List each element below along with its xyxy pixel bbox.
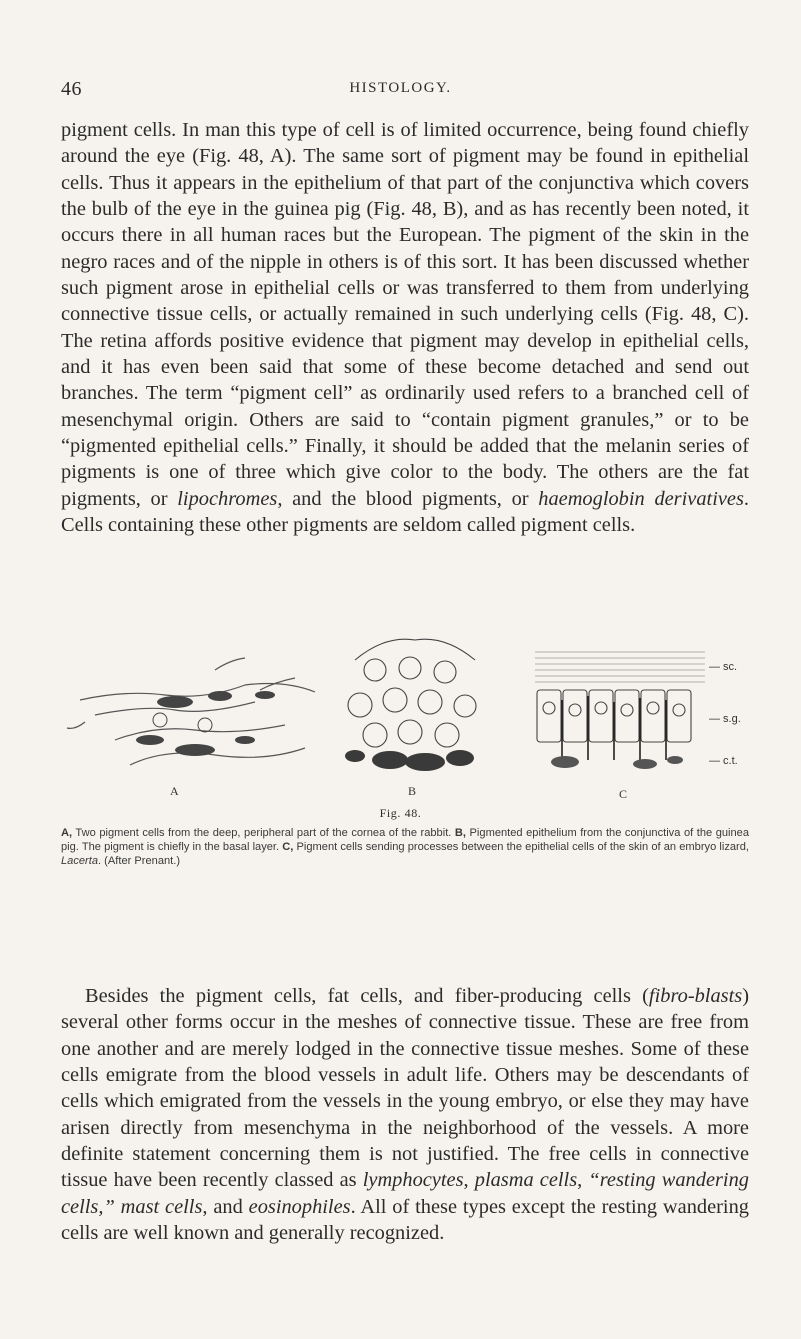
term-plasma-cells: plasma cells xyxy=(474,1169,578,1192)
panel-c-stratum-corneum xyxy=(535,652,705,682)
term-resting-wandering-cells: “resting wandering cells,” xyxy=(61,1169,749,1218)
term-fibroblasts: fibro-blasts xyxy=(648,985,743,1007)
figure-caption: A, Two pigment cells from the deep, peripheral part of the cornea of the rabbit. B, Pigmented epithelium from the conjunctiva of the guinea pig. The pigment is chiefly in the basal layer. C, Pigment cells sending processes between the epithelial cells of the skin of an embryo lizard, Lacerta. (After Prenant.) xyxy=(61,827,750,868)
term-haemoglobin-derivatives: haemoglobin derivatives xyxy=(538,487,744,510)
term-lipochromes: lipochromes xyxy=(177,487,278,510)
term-eosinophiles: eosinophiles xyxy=(248,1195,351,1218)
figure-title: Fig. 48. xyxy=(379,806,422,820)
label-b: B xyxy=(408,784,417,798)
term-mast-cells: mast cells xyxy=(120,1195,203,1218)
panel-c-connective-tissue xyxy=(551,756,683,769)
panel-a-granules xyxy=(136,691,275,756)
figure-48 xyxy=(55,630,755,800)
paragraph-1: pigment cells. In man this type of cell is of limited occurrence, being found chiefly around the eye (Fig. 48, A). The same sort of pigment may be found in epithelial cells. Thus it appears in the epithelium of that part of the conjunctiva which covers the bulb of the eye in the guinea pig (Fig. 48, B), and as has recently been noted, it occurs there in all human races but the European. The pigment of the skin in the negro races and of the nipple in others is of this sort. It has been discussed whether such pigment arose in epithelial cells or was transferred to them from underlying connective tissue cells, or actually remained in such underlying cells (Fig. 48, C). The retina affords positive evidence that pigment may develop in epithelial cells, and it has even been said that some of these become detached and send out branches. The term “pigment cell” as ordinarily used refers to a branched cell of mesenchymal origin. Others are said to “contain pigment granules,” or to be “pigmented epithelial cells.” Finally, it should be added that the melanin series of pigments is one of three which give color to the body. The others are the fat pigments, or lipochromes, and the blood pigments, or haemoglobin derivatives. Cells containing these other pigments are seldom called pigment cells. xyxy=(61,119,750,537)
label-a: A xyxy=(170,784,179,798)
paragraph-2: Besides the pigment cells, fat cells, and fiber-producing cells (fibro-blasts) several other forms occur in the meshes of connective tissue. These are free from one another and are merely lodged in the connective tissue meshes. Some of these cells emigrate from the blood vessels in adult life. Others may be descendants of cells which emigrated from the vessels in the young embryo, or else they may have arisen directly from mesenchyma in the neighborhood of the vessels. A more definite statement concerning them is not justified. The free cells in connective tissue have been recently classed as lymphocytes, plasma cells, “resting wandering cells,” mast cells, and eosinophiles. All of these types except the resting wandering cells are well known and generally recognized. xyxy=(61,985,749,1245)
panel-b-epithelium xyxy=(348,639,476,747)
label-ct: — c.t. xyxy=(709,755,738,767)
label-sc: — sc. xyxy=(709,661,738,673)
label-sg: — s.g. xyxy=(709,713,741,725)
panel-b-basal-pigment xyxy=(345,750,474,771)
page-number: 46 xyxy=(61,78,82,100)
term-lymphocytes: lymphocytes xyxy=(362,1169,464,1192)
panel-c-pigment-processes xyxy=(562,696,666,760)
label-c: C xyxy=(619,787,628,800)
running-title: HISTOLOGY. xyxy=(349,80,452,96)
figure-48-illustration xyxy=(55,630,755,800)
